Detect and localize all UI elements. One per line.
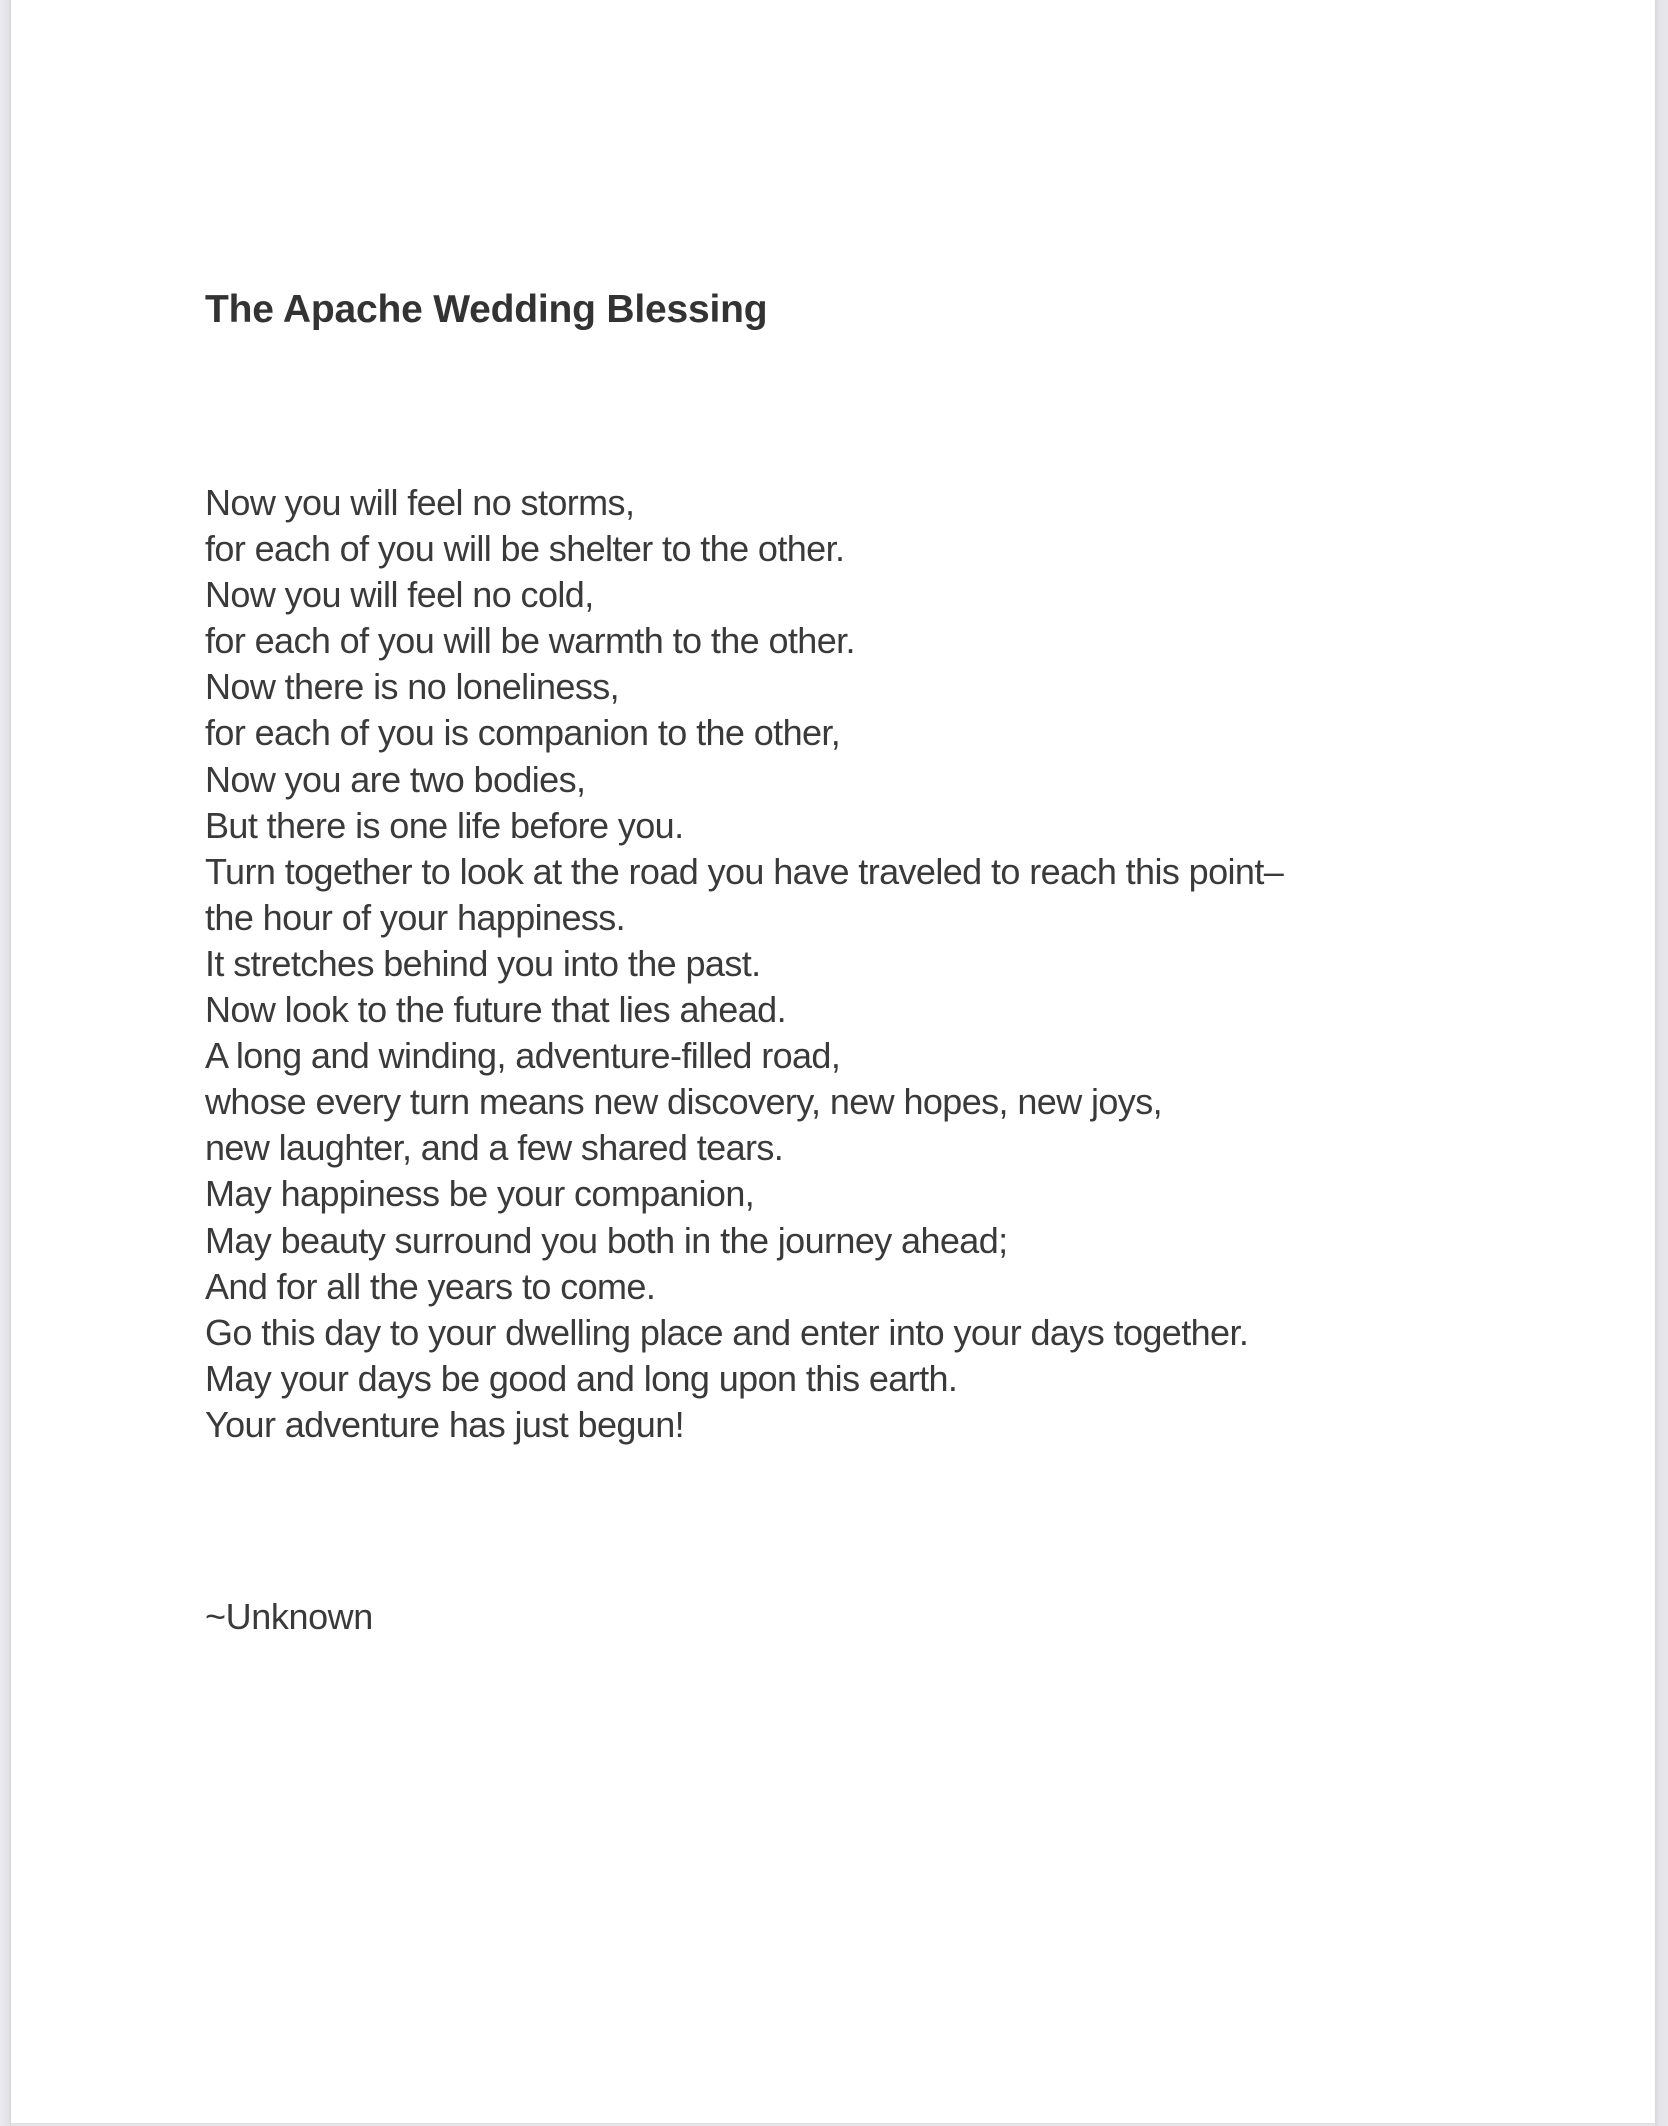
poem-line: Turn together to look at the road you have traveled to reach this point– [205, 850, 1284, 892]
poem-line: But there is one life before you. [205, 804, 684, 846]
poem-line: whose every turn means new discovery, new hopes, new joys, [205, 1081, 1163, 1123]
poem-line: And for all the years to come. [205, 1265, 656, 1307]
poem-line: new laughter, and a few shared tears. [205, 1127, 784, 1169]
poem-line: Now you are two bodies, [205, 758, 586, 800]
poem-title: The Apache Wedding Blessing [205, 288, 768, 331]
poem-line: It stretches behind you into the past. [205, 942, 761, 984]
poem-line: the hour of your happiness. [205, 896, 626, 938]
poem-line: for each of you is companion to the other, [205, 712, 841, 754]
poem-line: May your days be good and long upon this earth. [205, 1357, 958, 1399]
poem-body [205, 480, 1283, 1448]
poem-line: A long and winding, adventure-filled road, [205, 1035, 841, 1077]
document-page [11, 0, 1655, 2123]
poem-attribution: ~Unknown [205, 1596, 373, 1637]
poem-line: Go this day to your dwelling place and enter into your days together. [205, 1311, 1249, 1353]
poem-line: Now you will feel no storms, [205, 482, 635, 523]
poem-line: for each of you will be warmth to the other. [205, 620, 855, 662]
poem-line: Now there is no loneliness, [205, 666, 620, 708]
poem-line: for each of you will be shelter to the other. [205, 528, 845, 570]
poem-line: Now you will feel no cold, [205, 574, 594, 616]
poem-line: Now look to the future that lies ahead. [205, 989, 786, 1031]
viewer-right-gutter [1655, 0, 1668, 2126]
viewer-left-gutter [0, 0, 11, 2126]
poem-line: Your adventure has just begun! [205, 1403, 685, 1445]
poem-line: May beauty surround you both in the journey ahead; [205, 1219, 1008, 1261]
poem-line: May happiness be your companion, [205, 1173, 755, 1215]
